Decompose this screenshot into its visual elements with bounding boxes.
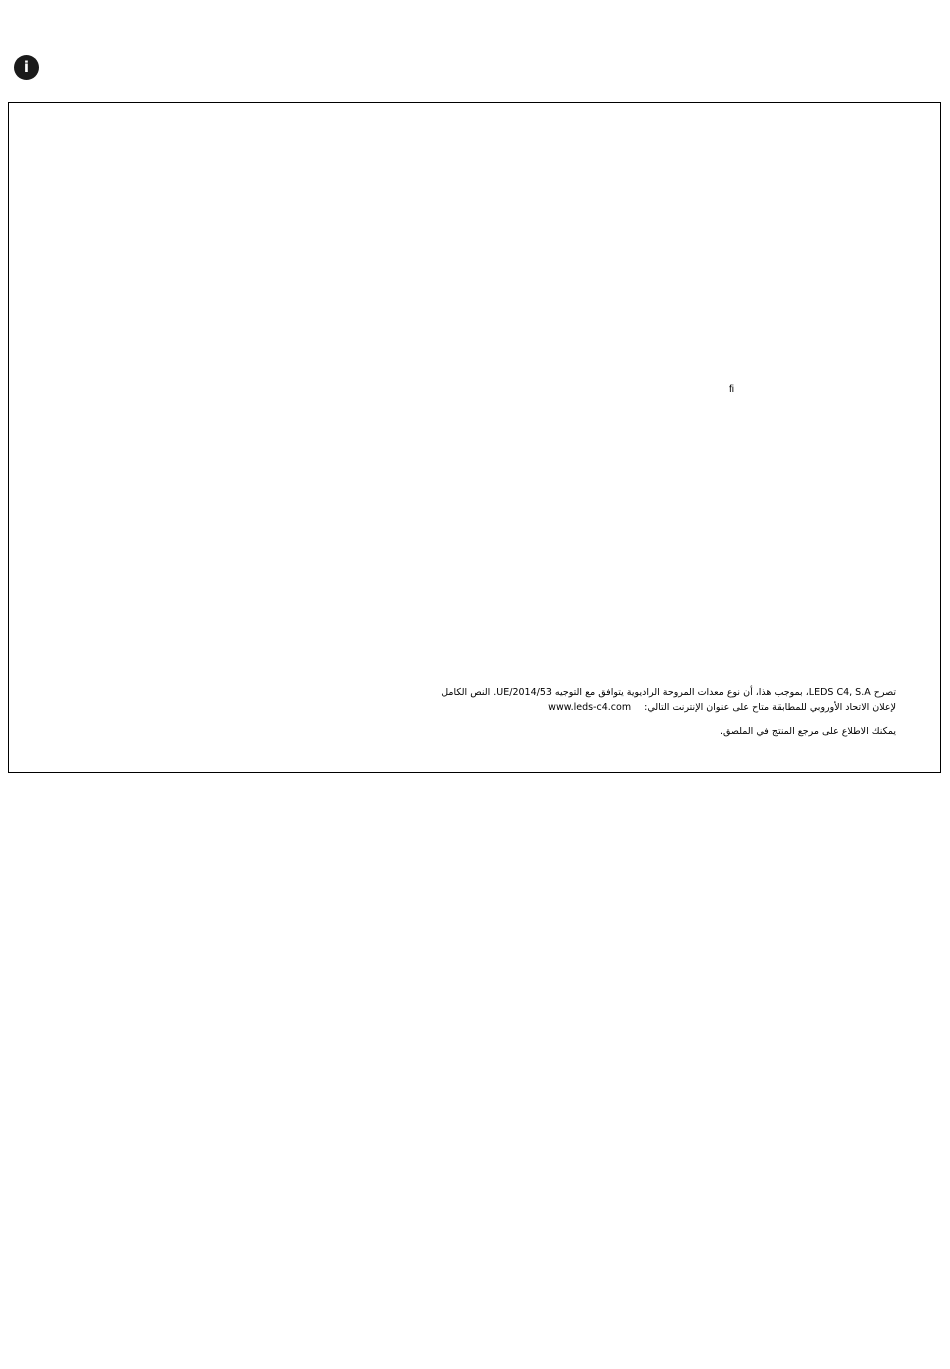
declaration-line-2	[436, 700, 896, 715]
info-icon: i	[14, 55, 39, 80]
content-panel	[8, 102, 941, 773]
website-url: www.leds-c4.com	[548, 702, 632, 713]
declaration-note: يمكنك الاطلاع على مرجع المنتج في الملصق.	[719, 726, 896, 737]
declaration-line-1: تصرح LEDS C4, S.A، بموجب هذا، أن نوع معدات المروحة الراديوية يتوافق مع التوجيه UE/2014/53. النص الكامل	[441, 687, 896, 698]
stray-glyph-text: fi	[729, 384, 734, 395]
eu-declaration	[436, 685, 896, 739]
declaration-line-2-text: لإعلان الاتحاد الأوروبي للمطابقة متاح على عنوان الإنترنت التالي:	[644, 702, 896, 713]
